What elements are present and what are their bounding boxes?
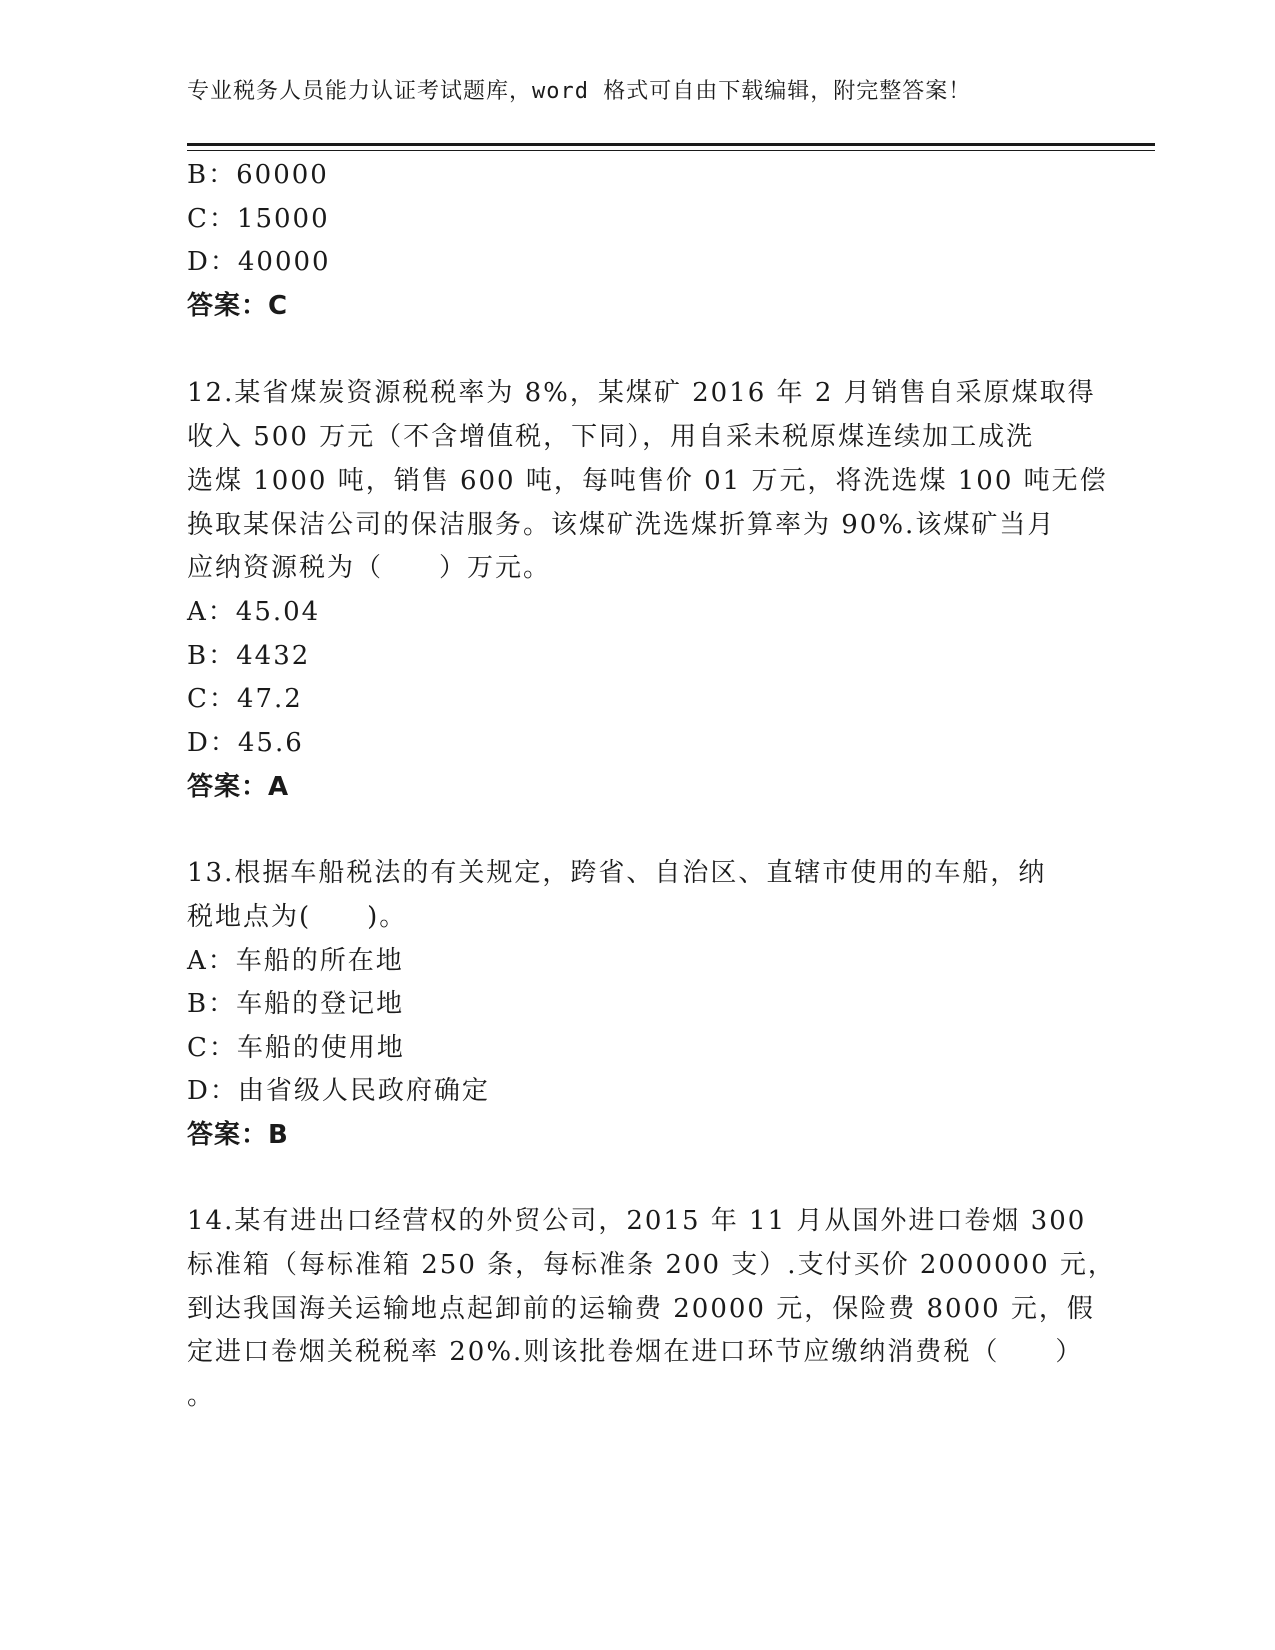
q12-text-line: 应纳资源税为（ ）万元。 [187, 553, 552, 583]
q14-text-line: 到达我国海关运输地点起卸前的运输费 20000 元，保险费 8000 元，假 [187, 1294, 1095, 1324]
q12-option-d: D：45.6 [187, 728, 304, 758]
q12-option-c: C：47.2 [187, 684, 303, 714]
answer: 答案：C [187, 291, 289, 321]
q12-option-b: B：4432 [187, 641, 311, 671]
q12-answer: 答案：A [187, 772, 290, 802]
q13-text-line: 13.根据车船税法的有关规定，跨省、自治区、直辖市使用的车船，纳 [187, 858, 1047, 888]
q12-text-line: 换取某保洁公司的保洁服务。该煤矿洗选煤折算率为 90%.该煤矿当月 [187, 510, 1056, 540]
q14-text-line: 标准箱（每标准箱 250 条，每标准条 200 支）.支付买价 2000000 元， [187, 1250, 1116, 1280]
page-header: 专业税务人员能力认证考试题库，word 格式可自由下载编辑，附完整答案！ [187, 79, 972, 104]
q13-option-c: C：车船的使用地 [187, 1033, 405, 1063]
q14-text-line: 。 [187, 1381, 216, 1411]
q14-text-line: 定进口卷烟关税税率 20%.则该批卷烟在进口环节应缴纳消费税（ ） [187, 1337, 1084, 1367]
q13-option-d: D：由省级人民政府确定 [187, 1076, 490, 1106]
header-divider-thin [187, 150, 1155, 151]
option-b: B：60000 [187, 160, 329, 190]
q12-text-line: 选煤 1000 吨，销售 600 吨，每吨售价 01 万元，将洗选煤 100 吨无偿 [187, 466, 1108, 496]
header-divider-thick [187, 143, 1155, 146]
option-d: D：40000 [187, 247, 331, 277]
q13-text-line: 税地点为( )。 [187, 902, 408, 932]
option-c: C：15000 [187, 204, 330, 234]
q12-text-line: 收入 500 万元（不含增值税，下同），用自采未税原煤连续加工成洗 [187, 422, 1035, 452]
q13-answer: 答案：B [187, 1120, 289, 1150]
q12-option-a: A：45.04 [187, 597, 321, 627]
q13-option-b: B：车船的登记地 [187, 989, 405, 1019]
q14-text-line: 14.某有进出口经营权的外贸公司，2015 年 11 月从国外进口卷烟 300 [187, 1206, 1087, 1236]
q13-option-a: A：车船的所在地 [187, 946, 404, 976]
q12-text-line: 12.某省煤炭资源税税率为 8%，某煤矿 2016 年 2 月销售自采原煤取得 [187, 378, 1096, 408]
